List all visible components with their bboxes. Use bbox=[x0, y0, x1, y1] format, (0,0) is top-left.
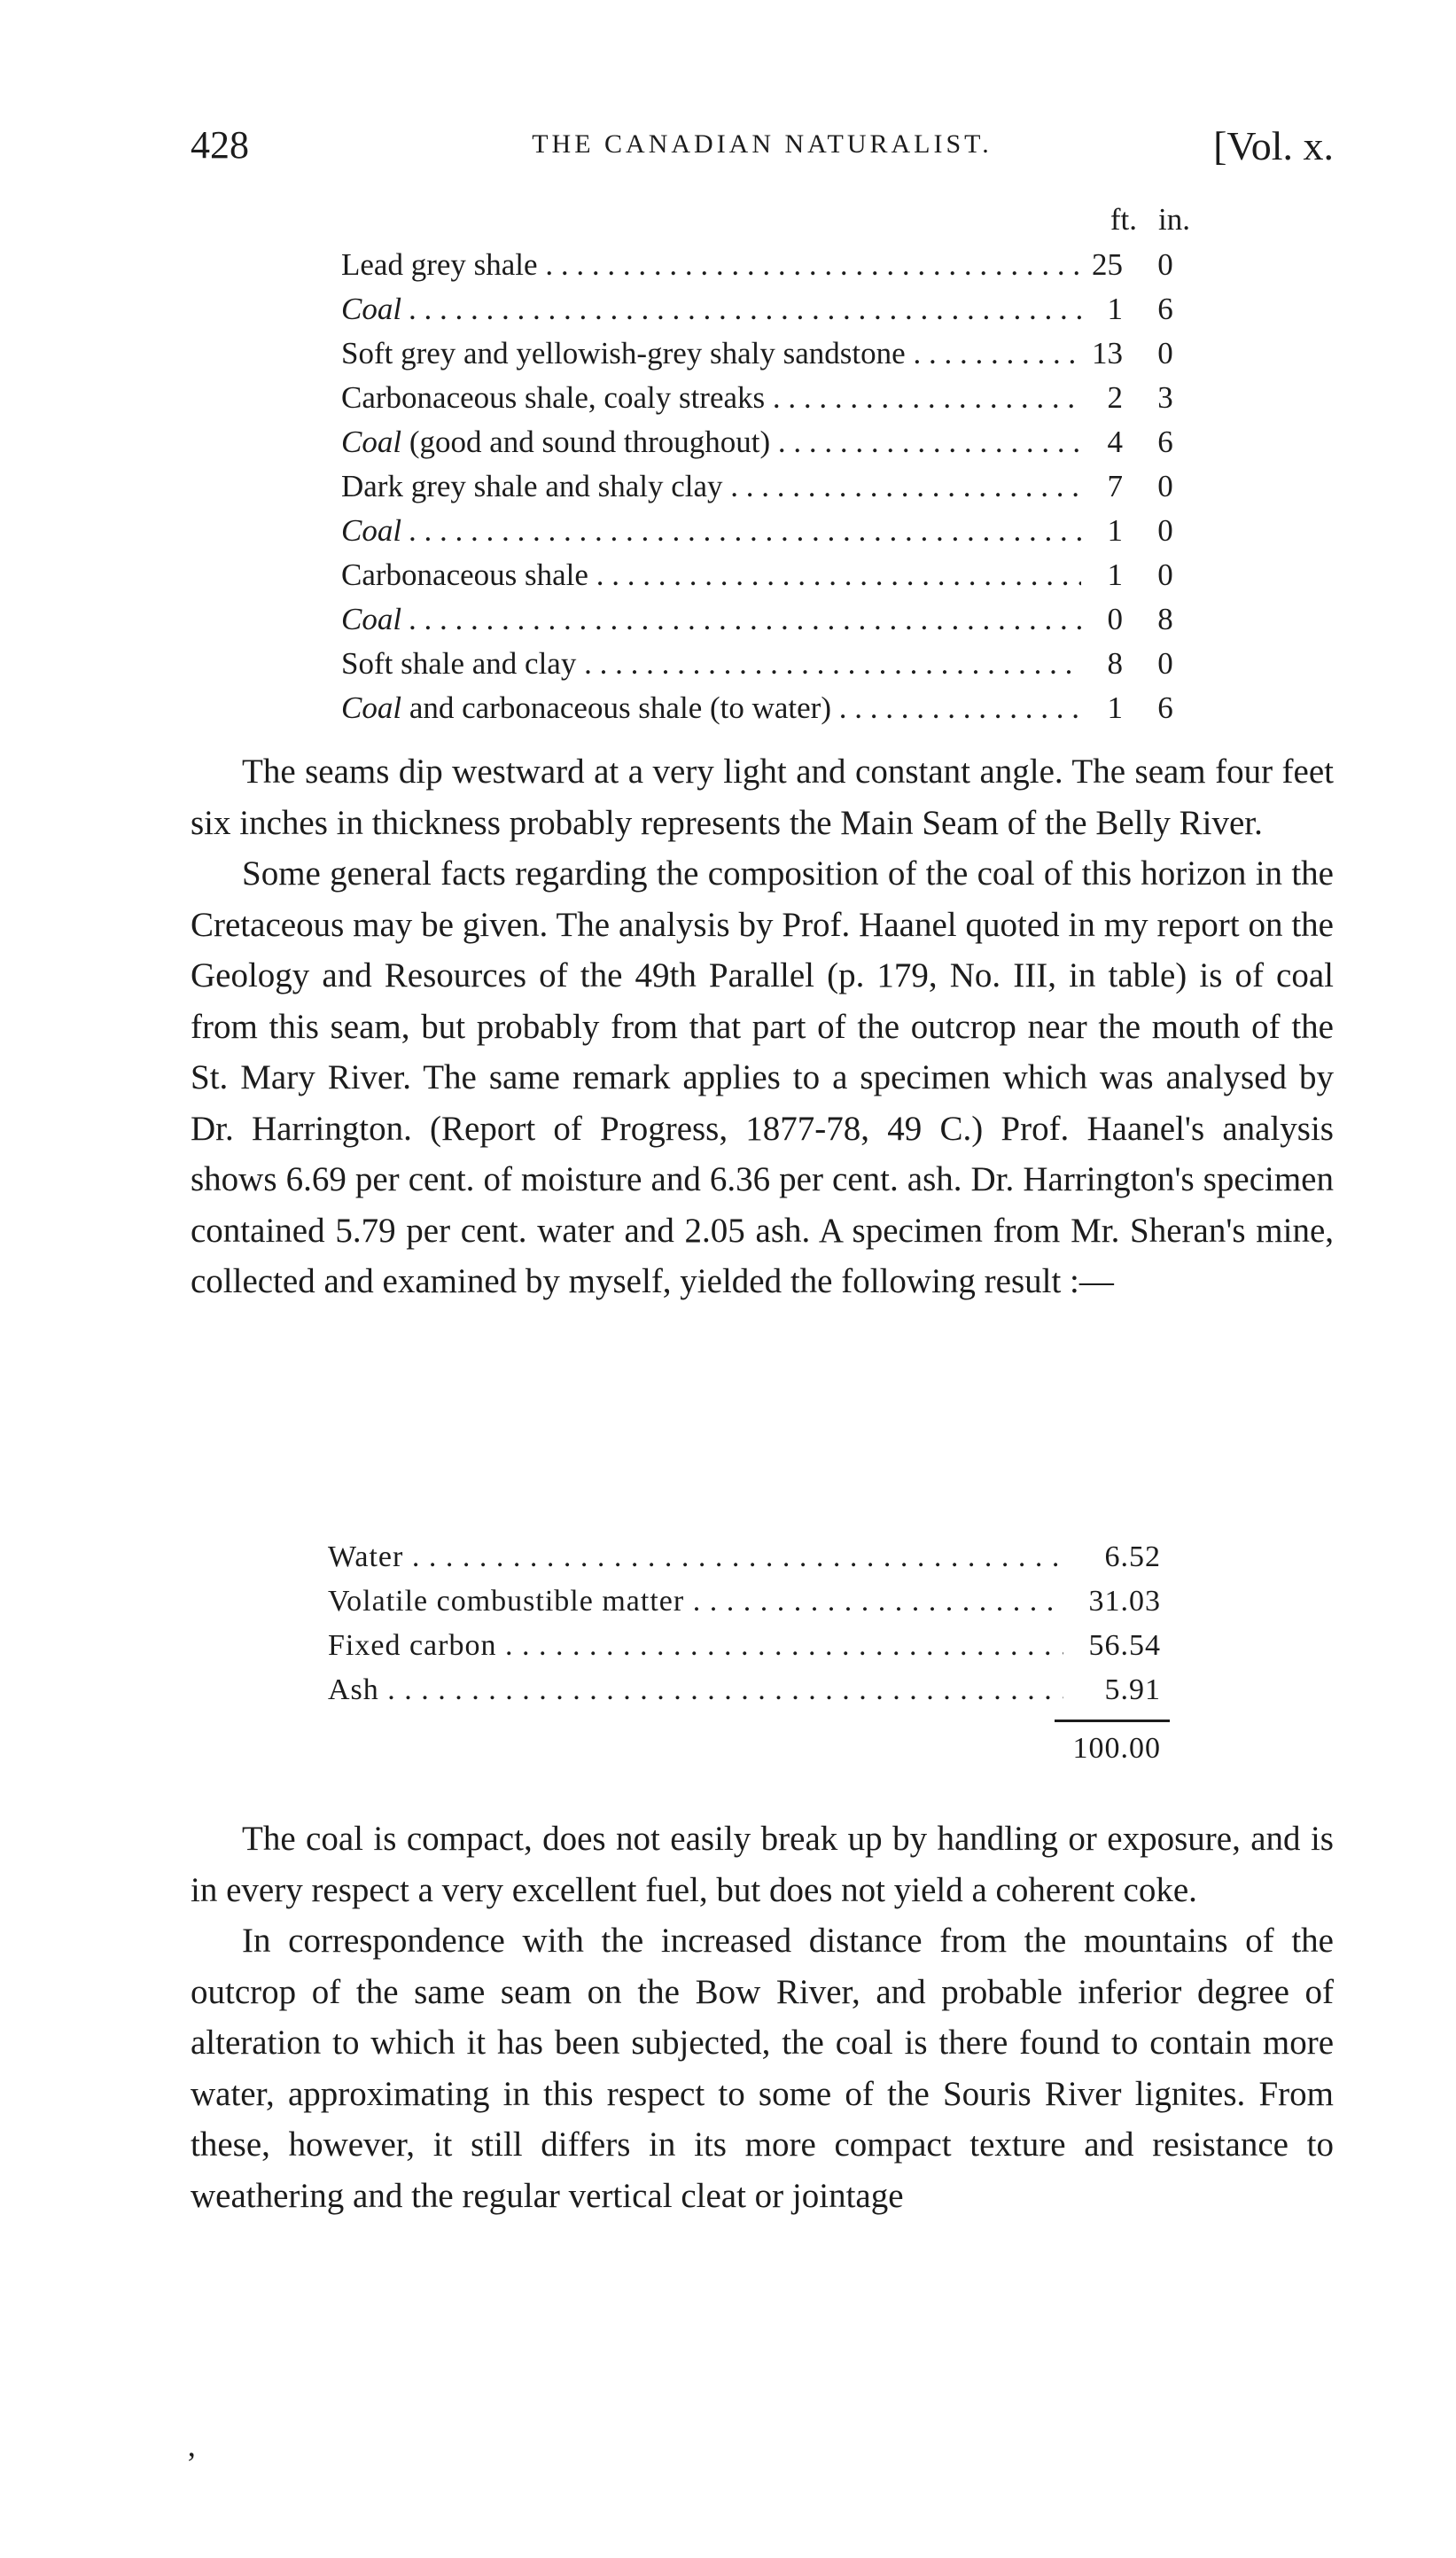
page-number: 428 bbox=[191, 123, 249, 167]
strata-row bbox=[341, 243, 1192, 287]
analysis-value: 31.03 bbox=[1088, 1585, 1161, 1618]
analysis-row bbox=[328, 1579, 1179, 1624]
stratum-label bbox=[341, 686, 1081, 730]
thickness-in: 0 bbox=[1157, 247, 1173, 282]
analysis-label: Water . . . bbox=[328, 1535, 1063, 1579]
strata-row bbox=[341, 642, 1192, 686]
analysis-value: 6.52 bbox=[1104, 1540, 1161, 1573]
strata-row bbox=[341, 553, 1192, 597]
thickness-in: 0 bbox=[1157, 558, 1173, 592]
strata-row bbox=[341, 509, 1192, 553]
strata-row bbox=[341, 597, 1192, 642]
analysis-row bbox=[328, 1668, 1179, 1712]
stratum-label: Coal . . . bbox=[341, 509, 1081, 553]
strata-row bbox=[341, 287, 1192, 331]
analysis-row bbox=[328, 1535, 1179, 1579]
strata-row bbox=[341, 331, 1192, 376]
thickness-in: 6 bbox=[1157, 292, 1173, 326]
thickness-ft: 25 bbox=[1092, 247, 1123, 282]
stratum-label: Carbonaceous shale, coaly streaks . . . bbox=[341, 376, 1081, 420]
analysis-label: Ash . . . bbox=[328, 1668, 1063, 1712]
analysis-value: 5.91 bbox=[1104, 1673, 1161, 1706]
thickness-in: 0 bbox=[1157, 513, 1173, 548]
strata-row bbox=[341, 376, 1192, 420]
stray-mark: ’ bbox=[186, 2445, 197, 2481]
strata-row bbox=[341, 686, 1192, 730]
thickness-in: 0 bbox=[1157, 469, 1173, 503]
thickness-in: 3 bbox=[1157, 380, 1173, 415]
paragraph: Some general facts regarding the composition of the coal of this horizon in the Cretaceous may be given. The analysis by Prof. Haanel quoted in my report on the Geology and Resources of the 49th Parallel (p. 179, No. III, in table) is of coal from this seam, but probably from that part of the outcrop near the mouth of the St. Mary River. The same remark applies to a specimen which was analysed by Dr. Harrington. (Report of Progress, 1877-78, 49 C.) Prof. Haanel's analysis shows 6.69 per cent. of moisture and 6.36 per cent. ash. Dr. Harrington's specimen contained 5.79 per cent. water and 2.05 ash. A specimen from Mr. Sheran's mine, collected and examined by myself, yielded the following result :— bbox=[191, 854, 1334, 1300]
thickness-ft: 8 bbox=[1107, 646, 1123, 681]
paragraph: The coal is compact, does not easily break up by handling or exposure, and is in every respect a very excellent fuel, but does not yield a coherent coke. bbox=[191, 1820, 1334, 1909]
thickness-in: 0 bbox=[1157, 646, 1173, 681]
thickness-ft: 0 bbox=[1107, 602, 1123, 636]
thickness-ft: 1 bbox=[1107, 690, 1123, 725]
strata-section-table bbox=[341, 202, 1192, 730]
column-header-ft: ft. bbox=[1110, 202, 1137, 237]
analysis-label: Volatile combustible matter . . . bbox=[328, 1579, 1063, 1624]
stratum-label bbox=[341, 420, 1081, 464]
analysis-label: Fixed carbon . . . bbox=[328, 1624, 1063, 1668]
thickness-in: 6 bbox=[1157, 425, 1173, 459]
stratum-label: Coal . . . bbox=[341, 597, 1081, 642]
coal-analysis-table bbox=[328, 1535, 1179, 1765]
thickness-ft: 7 bbox=[1107, 469, 1123, 503]
stratum-label: Lead grey shale . . . bbox=[341, 243, 1081, 287]
thickness-ft: 4 bbox=[1107, 425, 1123, 459]
body-text-block-1 bbox=[191, 746, 1334, 1307]
strata-row bbox=[341, 420, 1192, 464]
thickness-ft: 1 bbox=[1107, 513, 1123, 548]
stratum-label-italic: Coal bbox=[341, 425, 402, 459]
running-header bbox=[191, 122, 1334, 175]
strata-row bbox=[341, 464, 1192, 509]
thickness-ft: 1 bbox=[1107, 292, 1123, 326]
paragraph: In correspondence with the increased distance from the mountains of the outcrop of the same seam on the Bow River, and probable inferior degree of alteration to which it has been subjected, the coal is there found to contain more water, approximating in this respect to some of the Souris River lignites. From these, however, it still differs in its more compact texture and resistance to weathering and the regular vertical cleat or jointage bbox=[191, 1922, 1334, 2215]
analysis-value: 56.54 bbox=[1088, 1629, 1161, 1662]
stratum-label: Dark grey shale and shaly clay . . . bbox=[341, 464, 1081, 509]
journal-title: THE CANADIAN NATURALIST. bbox=[532, 129, 993, 159]
thickness-in: 8 bbox=[1157, 602, 1173, 636]
analysis-row bbox=[328, 1624, 1179, 1668]
thickness-in: 6 bbox=[1157, 690, 1173, 725]
stratum-label: Carbonaceous shale . . . bbox=[341, 553, 1081, 597]
stratum-label-rest: (good and sound throughout) bbox=[401, 425, 771, 459]
body-text-block-2 bbox=[191, 1813, 1334, 2221]
stratum-label-rest: and carbonaceous shale (to water) bbox=[401, 690, 831, 725]
stratum-label: Coal . . . bbox=[341, 287, 1081, 331]
column-header-in: in. bbox=[1158, 202, 1190, 237]
thickness-ft: 13 bbox=[1092, 336, 1123, 370]
thickness-ft: 2 bbox=[1107, 380, 1123, 415]
strata-table-header bbox=[341, 202, 1192, 243]
thickness-in: 0 bbox=[1157, 336, 1173, 370]
analysis-total: 100.00 bbox=[1072, 1732, 1161, 1765]
paragraph: The seams dip westward at a very light and constant angle. The seam four feet six inches in thickness probably represents the Main Seam of the Belly River. bbox=[191, 753, 1334, 842]
stratum-label: Soft grey and yellowish-grey shaly sandstone . . . bbox=[341, 331, 1081, 376]
stratum-label-italic: Coal bbox=[341, 690, 402, 725]
sum-rule bbox=[1055, 1720, 1170, 1722]
volume-label: [Vol. x. bbox=[1213, 123, 1334, 168]
thickness-ft: 1 bbox=[1107, 558, 1123, 592]
stratum-label: Soft shale and clay . . . bbox=[341, 642, 1081, 686]
